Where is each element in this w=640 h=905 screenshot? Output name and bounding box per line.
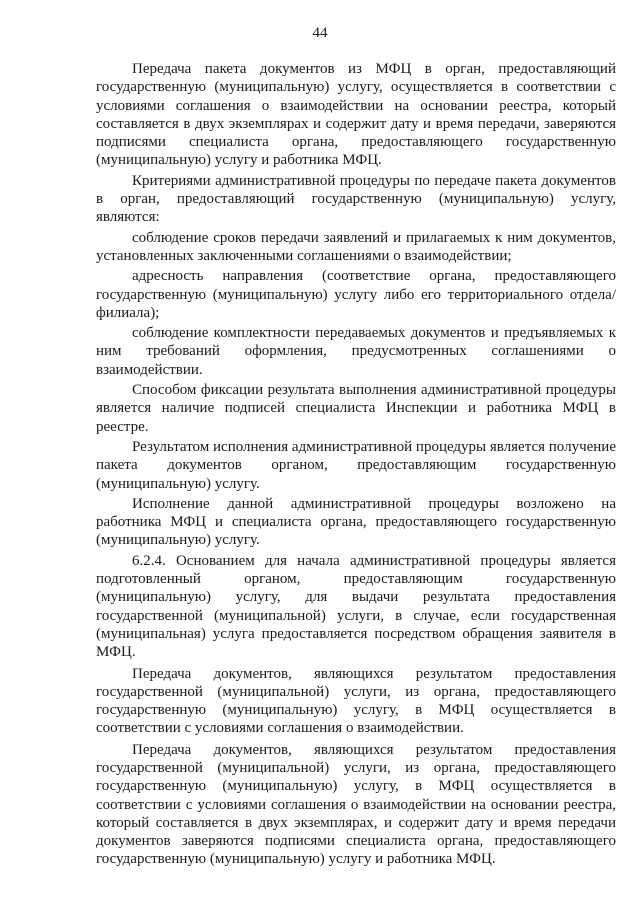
paragraph-criterion-completeness: соблюдение комплектности передаваемых документов и предъявляемых к ним требований оформления, предусмотренных соглашениями о взаимодействии. bbox=[96, 325, 616, 378]
document-body bbox=[96, 60, 616, 869]
paragraph-criterion-deadlines: соблюдение сроков передачи заявлений и прилагаемых к ним документов, установленных заключенными соглашениями о взаимодействии; bbox=[96, 229, 616, 264]
paragraph-section-6-2-4: 6.2.4. Основанием для начала административной процедуры является подготовленный органом, предоставляющим государственную (муниципальную) услугу, для выдачи результата предоставления государственной (муниципальной) услуги, в случае, если государственная (муниципальная) услуга предоставляется посредством обращения заявителя в МФЦ. bbox=[96, 552, 616, 661]
paragraph-mfc-transfer: Передача пакета документов из МФЦ в орган, предоставляющий государственную (муниципальную) услугу, осуществляется в соответствии с условиями соглашения о взаимодействии на основании реестра, который составляется в двух экземплярах и содержит дату и время передачи, заверяются подписями специалиста органа, предоставляющего государственную (муниципальную) услугу и работника МФЦ. bbox=[96, 61, 616, 169]
paragraph-fixation-method: Способом фиксации результата выполнения административной процедуры является наличие подписей специалиста Инспекции и работника МФЦ в реестре. bbox=[96, 382, 616, 435]
paragraph-result-transfer-registry: Передача документов, являющихся результатом предоставления государственной (муниципальной) услуги, из органа, предоставляющего государственную (муниципальную) услугу, в МФЦ осуществляется в соответствии с условиями соглашения о взаимодействии на основании реестра, который составляется в двух экземплярах, и содержит дату и время передачи документов заверяются подписями специалиста органа, предоставляющего государственную (муниципальную) услугу и работника МФЦ. bbox=[96, 741, 616, 868]
page-number: 44 bbox=[312, 25, 328, 41]
paragraph-responsibility: Исполнение данной административной процедуры возложено на работника МФЦ и специалиста органа, предоставляющего государственную (муниципальную) услугу. bbox=[96, 495, 616, 549]
paragraph-result-transfer: Передача документов, являющихся результатом предоставления государственной (муниципальной) услуги, из органа, предоставляющего государственную (муниципальную) услугу, в МФЦ осуществляется в соответствии с условиями соглашения о взаимодействии. bbox=[96, 665, 616, 737]
paragraph-criteria-intro: Критериями административной процедуры по передаче пакета документов в орган, предоставляющий государственную (муниципальную) услугу, являются: bbox=[96, 172, 616, 226]
paragraph-result: Результатом исполнения административной процедуры является получение пакета документов органом, предоставляющим государственную (муниципальную) услугу. bbox=[96, 438, 616, 492]
paragraph-criterion-addressing: адресность направления (соответствие органа, предоставляющего государственную (муниципальную) услугу либо его территориального отдела/филиала); bbox=[96, 268, 616, 321]
